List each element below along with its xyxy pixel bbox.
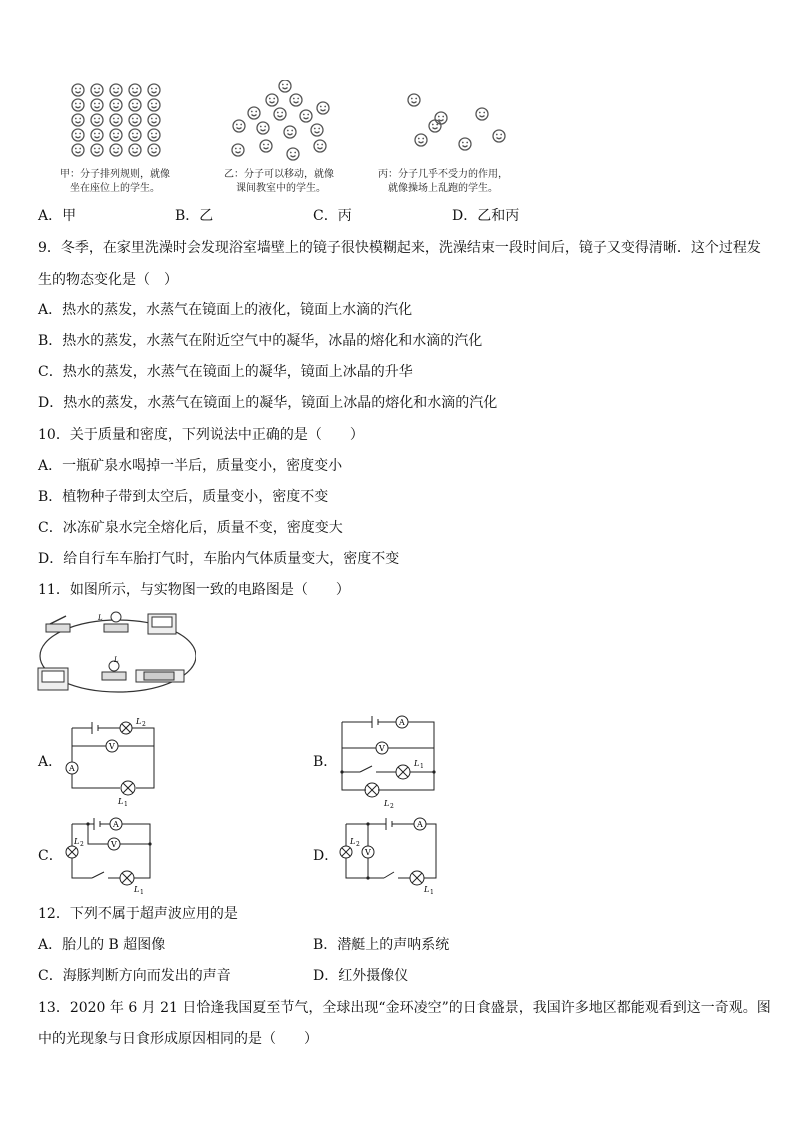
q8-option-a[interactable]: A．甲 bbox=[38, 208, 77, 224]
circuit-a-l2-sub: 2 bbox=[142, 721, 146, 728]
molecule-moving bbox=[317, 102, 329, 114]
molecule-moving bbox=[284, 126, 296, 138]
caption-jia-2: 坐在座位上的学生。 bbox=[70, 183, 160, 194]
circuit-b-voltmeter: V bbox=[379, 744, 385, 753]
molecule-moving bbox=[287, 148, 299, 160]
q10-option-d[interactable]: D．给自行车车胎打气时，车胎内气体质量变大，密度不变 bbox=[38, 551, 400, 567]
molecule-moving bbox=[232, 144, 244, 156]
molecule-free bbox=[476, 108, 488, 120]
molecule-ordered bbox=[129, 114, 141, 126]
q8-option-b[interactable]: B．乙 bbox=[175, 208, 214, 224]
circuit-b-l2-sub: 2 bbox=[390, 803, 394, 810]
q9-stem-2: 生的物态变化是（ ） bbox=[38, 272, 178, 288]
molecule-ordered bbox=[110, 99, 122, 111]
molecule-moving bbox=[233, 120, 245, 132]
q11-option-b-label[interactable]: B． bbox=[313, 754, 338, 770]
circuit-b-l2: L bbox=[384, 799, 390, 808]
molecule-moving bbox=[279, 80, 291, 92]
molecule-ordered bbox=[72, 99, 84, 111]
molecule-figure bbox=[58, 80, 546, 198]
molecule-ordered bbox=[72, 84, 84, 96]
q11-option-a-label[interactable]: A． bbox=[38, 754, 63, 770]
q10-stem: 10．关于质量和密度，下列说法中正确的是（ ） bbox=[38, 427, 364, 443]
molecule-free bbox=[415, 134, 427, 146]
circuit-c-voltmeter: V bbox=[111, 840, 117, 849]
q10-option-b[interactable]: B．植物种子带到太空后，质量变小，密度不变 bbox=[38, 489, 329, 505]
q10-option-c[interactable]: C．冰冻矿泉水完全熔化后，质量不变，密度变大 bbox=[38, 520, 343, 536]
q9-option-b[interactable]: B．热水的蒸发，水蒸气在附近空气中的凝华，冰晶的熔化和水滴的汽化 bbox=[38, 333, 483, 349]
molecule-free bbox=[435, 112, 447, 124]
circuit-b-l1: L bbox=[414, 759, 420, 768]
molecule-free bbox=[408, 94, 420, 106]
circuit-d-l2-sub: 2 bbox=[356, 841, 360, 848]
molecule-moving bbox=[248, 107, 260, 119]
ordered-molecules bbox=[72, 84, 160, 156]
q12-stem: 12．下列不属于超声波应用的是 bbox=[38, 906, 238, 922]
q12-option-c[interactable]: C．海豚判断方向而发出的声音 bbox=[38, 968, 231, 984]
molecule-ordered bbox=[91, 114, 103, 126]
molecule-moving bbox=[266, 94, 278, 106]
q9-option-d[interactable]: D．热水的蒸发，水蒸气在镜面上的凝华，镜面上冰晶的熔化和水滴的汽化 bbox=[38, 395, 498, 411]
circuit-c-l1: L bbox=[134, 885, 140, 894]
circuit-a-voltmeter: V bbox=[109, 742, 115, 751]
caption-yi-2: 课间教室中的学生。 bbox=[236, 183, 326, 194]
lamp-l1-drawing bbox=[97, 612, 128, 632]
battery-drawing bbox=[136, 670, 184, 682]
molecule-ordered bbox=[91, 129, 103, 141]
molecule-ordered bbox=[129, 99, 141, 111]
molecule-moving bbox=[260, 140, 272, 152]
molecule-ordered bbox=[110, 129, 122, 141]
circuit-d[interactable] bbox=[336, 812, 446, 894]
caption-jia-1: 甲：分子排列规则，就像 bbox=[60, 169, 170, 180]
molecule-ordered bbox=[148, 129, 160, 141]
molecule-ordered bbox=[129, 84, 141, 96]
molecule-ordered bbox=[148, 99, 160, 111]
molecule-ordered bbox=[129, 144, 141, 156]
q12-option-d[interactable]: D．红外摄像仪 bbox=[313, 968, 409, 984]
circuit-a[interactable] bbox=[60, 716, 160, 806]
circuit-a-l1: L bbox=[118, 797, 124, 806]
q11-option-c-label[interactable]: C． bbox=[38, 848, 63, 864]
molecule-ordered bbox=[72, 129, 84, 141]
molecule-ordered bbox=[110, 84, 122, 96]
molecule-ordered bbox=[148, 84, 160, 96]
circuit-a-l1-sub: 1 bbox=[124, 801, 128, 806]
meter-top-drawing bbox=[148, 614, 176, 634]
q9-stem-1: 9．冬季，在家里洗澡时会发现浴室墙壁上的镜子很快模糊起来，洗澡结束一段时间后，镜子又变得清晰．这个过程发 bbox=[38, 240, 761, 256]
q13-stem-2: 中的光现象与日食形成原因相同的是（ ） bbox=[38, 1031, 318, 1047]
molecule-moving bbox=[300, 110, 312, 122]
q13-stem-1: 13．2020 年 6 月 21 日恰逢我国夏至节气，全球出现“金环凌空”的日食盛景，我国许多地区都能观看到这一奇观。图 bbox=[38, 1000, 771, 1016]
circuit-c[interactable] bbox=[60, 812, 160, 894]
circuit-c-ammeter: A bbox=[113, 820, 119, 829]
molecule-ordered bbox=[72, 114, 84, 126]
circuit-d-l1: L bbox=[424, 885, 430, 894]
molecule-moving bbox=[257, 122, 269, 134]
circuit-d-l2: L bbox=[350, 837, 356, 846]
free-molecules bbox=[408, 94, 505, 150]
caption-bing-2: 就像操场上乱跑的学生。 bbox=[388, 183, 498, 194]
molecule-ordered bbox=[110, 144, 122, 156]
lamp-l1-tag: L bbox=[98, 614, 103, 622]
molecule-ordered bbox=[148, 114, 160, 126]
circuit-a-l2: L bbox=[136, 717, 142, 726]
molecule-moving bbox=[314, 140, 326, 152]
q9-option-a[interactable]: A．热水的蒸发，水蒸气在镜面上的液化，镜面上水滴的汽化 bbox=[38, 302, 413, 318]
circuit-d-voltmeter: V bbox=[365, 848, 371, 857]
circuit-b[interactable] bbox=[334, 710, 444, 810]
caption-bing-1: 丙：分子几乎不受力的作用， bbox=[378, 169, 508, 180]
q8-option-d[interactable]: D．乙和丙 bbox=[452, 208, 520, 224]
caption-yi-1: 乙：分子可以移动，就像 bbox=[224, 169, 334, 180]
switch-drawing bbox=[46, 616, 70, 632]
moving-molecules bbox=[232, 80, 329, 160]
q8-option-c[interactable]: C．丙 bbox=[313, 208, 352, 224]
circuit-c-l2: L bbox=[74, 837, 80, 846]
molecule-moving bbox=[274, 108, 286, 120]
circuit-c-l1-sub: 1 bbox=[140, 889, 144, 894]
molecule-ordered bbox=[148, 144, 160, 156]
q12-option-b[interactable]: B．潜艇上的声呐系统 bbox=[313, 937, 450, 953]
q11-option-d-label[interactable]: D． bbox=[313, 848, 339, 864]
molecule-free bbox=[493, 130, 505, 142]
q11-stem: 11．如图所示，与实物图一致的电路图是（ ） bbox=[38, 582, 350, 598]
molecule-free bbox=[459, 138, 471, 150]
molecule-dots-svg bbox=[58, 80, 546, 170]
molecule-ordered bbox=[91, 144, 103, 156]
molecule-ordered bbox=[91, 99, 103, 111]
circuit-b-ammeter: A bbox=[399, 718, 405, 727]
molecule-moving bbox=[311, 124, 323, 136]
molecule-free bbox=[429, 120, 441, 132]
apparatus-figure bbox=[36, 610, 196, 696]
molecule-ordered bbox=[129, 129, 141, 141]
q10-option-a[interactable]: A．一瓶矿泉水喝掉一半后，质量变小，密度变小 bbox=[38, 458, 343, 474]
lamp-l2-tag: L bbox=[114, 656, 119, 664]
q9-option-c[interactable]: C．热水的蒸发，水蒸气在镜面上的凝华，镜面上冰晶的升华 bbox=[38, 364, 413, 380]
molecule-ordered bbox=[110, 114, 122, 126]
circuit-a-ammeter: A bbox=[69, 764, 75, 773]
lamp-l2-drawing bbox=[102, 656, 126, 680]
circuit-d-ammeter: A bbox=[417, 820, 423, 829]
q12-option-a[interactable]: A．胎儿的 B 超图像 bbox=[38, 937, 166, 953]
molecule-ordered bbox=[91, 84, 103, 96]
molecule-moving bbox=[290, 94, 302, 106]
molecule-ordered bbox=[72, 144, 84, 156]
circuit-b-l1-sub: 1 bbox=[420, 763, 424, 770]
circuit-d-l1-sub: 1 bbox=[430, 889, 434, 894]
circuit-c-l2-sub: 2 bbox=[80, 841, 84, 848]
meter-bottom-drawing bbox=[38, 668, 68, 690]
